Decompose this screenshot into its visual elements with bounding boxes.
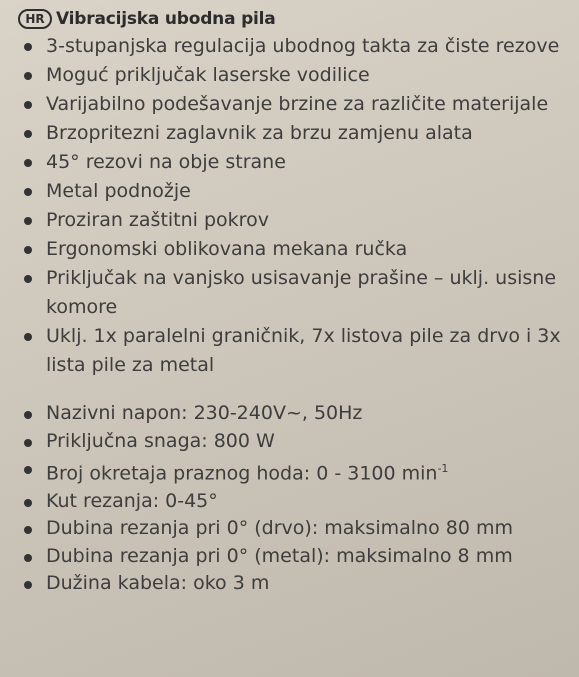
- bullet-icon: [24, 159, 32, 167]
- product-title: Vibracijska ubodna pila: [56, 9, 276, 29]
- unit-exponent: -1: [437, 462, 449, 475]
- spec-item: Dubina rezanja pri 0° (metal): maksimalno 8 mm: [18, 543, 573, 571]
- bullet-icon: [24, 499, 32, 507]
- bullet-icon: [24, 411, 32, 419]
- bullet-icon: [24, 188, 32, 196]
- spec-item: Broj okretaja praznog hoda: 0 - 3100 $\min^{-1}$: [18, 455, 573, 488]
- feature-item: Moguć priključak laserske vodilice: [18, 61, 573, 90]
- feature-item: Priključak na vanjsko usisavanje prašine – uklj. usisne komore: [18, 264, 573, 322]
- feature-item: Brzopritezni zaglavnik za brzu zamjenu alata: [18, 119, 573, 148]
- section-header: [18, 6, 573, 32]
- bullet-icon: [24, 526, 32, 534]
- language-badge: HR: [18, 9, 52, 29]
- bullet-icon: [24, 246, 32, 254]
- bullet-icon: [24, 101, 32, 109]
- bullet-icon: [24, 130, 32, 138]
- feature-item: Ergonomski oblikovana mekana ručka: [18, 235, 573, 264]
- spec-list: [18, 400, 573, 598]
- spec-item: Kut rezanja: 0-45°: [18, 488, 573, 516]
- feature-item: 3-stupanjska regulacija ubodnog takta za čiste rezove: [18, 32, 573, 61]
- bullet-icon: [24, 466, 32, 474]
- spec-item: Nazivni napon: 230-240V~, 50Hz: [18, 400, 573, 428]
- feature-item: Metal podnožje: [18, 177, 573, 206]
- feature-item: 45° rezovi na obje strane: [18, 148, 573, 177]
- bullet-icon: [24, 217, 32, 225]
- bullet-icon: [24, 554, 32, 562]
- feature-item: Uklj. 1x paralelni graničnik, 7x listova pile za drvo i 3x lista pile za metal: [18, 322, 573, 380]
- bullet-icon: [24, 275, 32, 283]
- bullet-icon: [24, 72, 32, 80]
- feature-item: Varijabilno podešavanje brzine za različite materijale: [18, 90, 573, 119]
- bullet-icon: [24, 439, 32, 447]
- product-description: [18, 6, 573, 598]
- spec-item: Dužina kabela: oko 3 m: [18, 570, 573, 598]
- feature-list: [18, 32, 573, 380]
- spec-item: Dubina rezanja pri 0° (drvo): maksimalno 80 mm: [18, 515, 573, 543]
- bullet-icon: [24, 43, 32, 51]
- bullet-icon: [24, 333, 32, 341]
- bullet-icon: [24, 581, 32, 589]
- spec-item: Priključna snaga: 800 W: [18, 428, 573, 456]
- feature-item: Proziran zaštitni pokrov: [18, 206, 573, 235]
